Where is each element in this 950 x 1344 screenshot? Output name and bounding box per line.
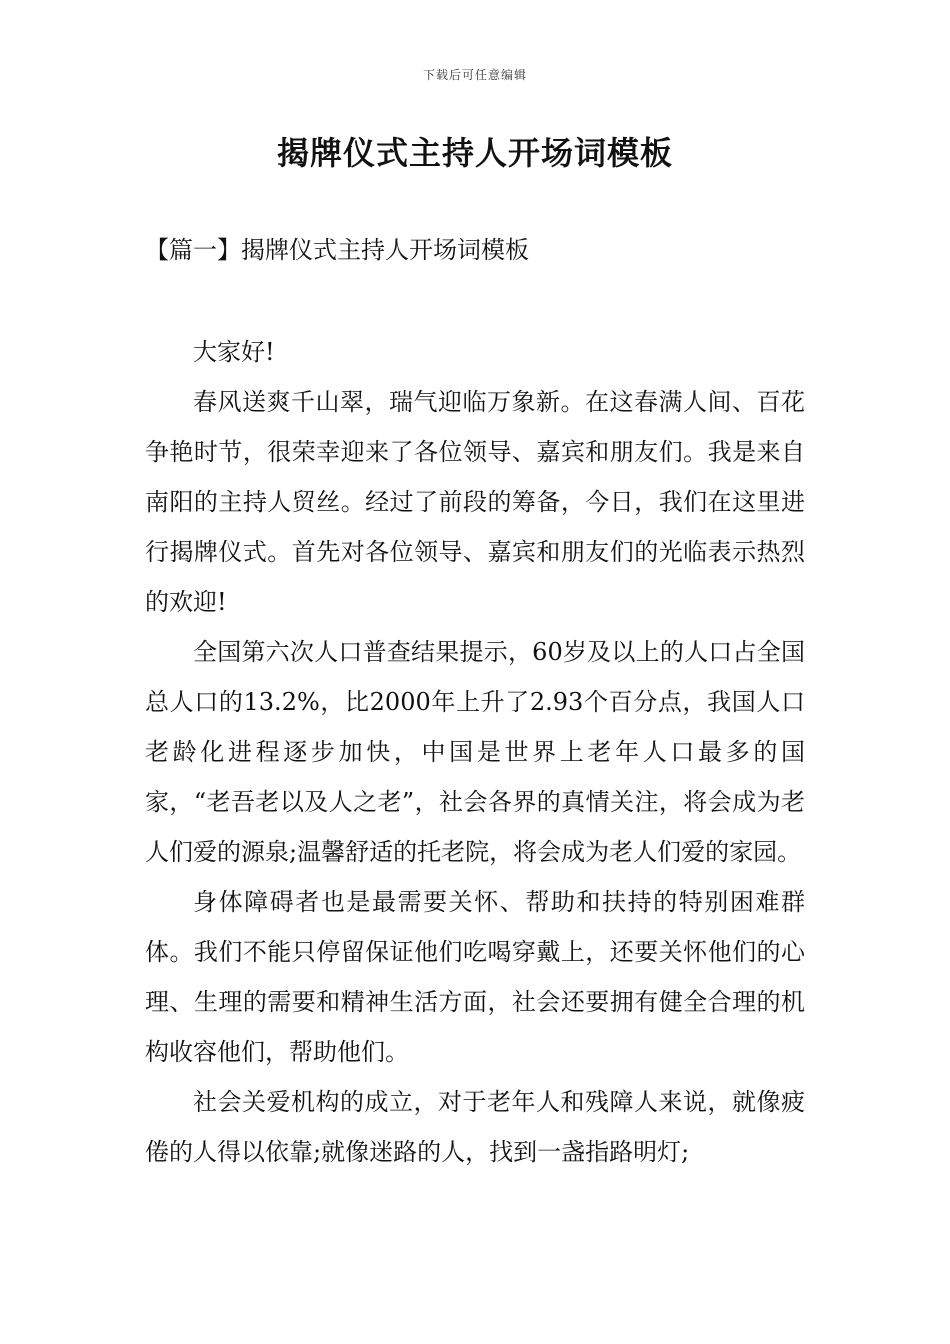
paragraph-greeting: 大家好!: [193, 338, 275, 366]
document-title: 揭牌仪式主持人开场词模板: [276, 134, 673, 172]
paragraph-institution: 社会关爱机构的成立，对于老年人和残障人来说，就像疲倦的人得以依靠;就像迷路的人，找到一盏指路明灯;: [145, 1088, 805, 1166]
header-note: 下载后可任意编辑: [422, 68, 527, 82]
section-heading: 【篇一】揭牌仪式主持人开场词模板: [145, 236, 529, 264]
document-body: [145, 327, 805, 1177]
paragraph-disabled-care: 身体障碍者也是最需要关怀、帮助和扶持的特别困难群体。我们不能只停留保证他们吃喝穿戴上，还要关怀他们的心理、生理的需要和精神生活方面，社会还要拥有健全合理的机构收容他们，帮助他们。: [145, 888, 805, 1066]
paragraph-welcome: 春风送爽千山翠，瑞气迎临万象新。在这春满人间、百花争艳时节，很荣幸迎来了各位领导、嘉宾和朋友们。我是来自南阳的主持人贸丝。经过了前段的筹备，今日，我们在这里进行揭牌仪式。首先对各位领导、嘉宾和朋友们的光临表示热烈的欢迎!: [145, 388, 805, 616]
paragraph-population: 全国第六次人口普查结果提示，60岁及以上的人口占全国总人口的13.2%，比2000年上升了2.93个百分点，我国人口老龄化进程逐步加快，中国是世界上老年人口最多的国家，“老吾老以及人之老”，社会各界的真情关注，将会成为老人们爱的源泉;温馨舒适的托老院，将会成为老人们爱的家园。: [145, 638, 805, 866]
